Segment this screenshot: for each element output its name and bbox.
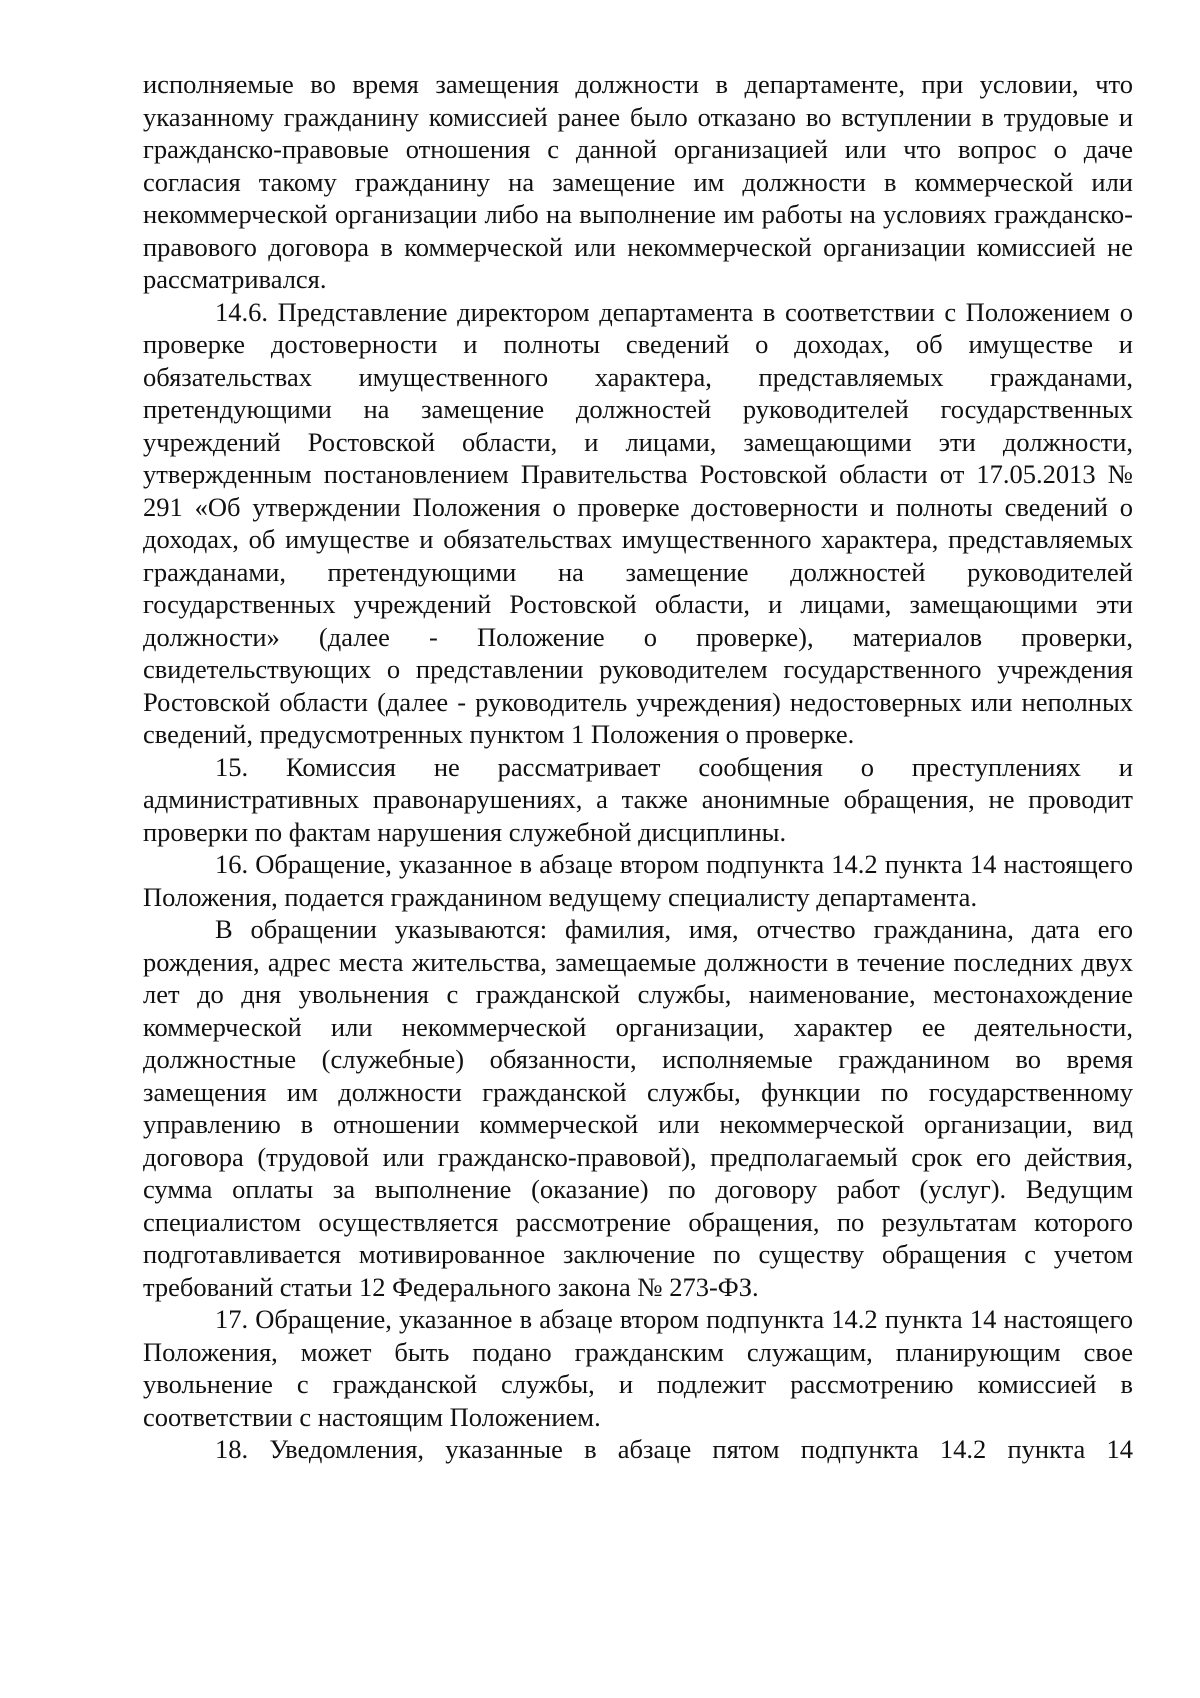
- paragraph-continuation: исполняемые во время замещения должности в департаменте, при условии, что указанному гражданину комиссией ранее было отказано во вступлении в трудовые и гражданско-правовые отношения с данной организацией или что вопрос о даче согласия такому гражданину на замещение им должности в коммерческой или некоммерческой организации либо на выполнение им работы на условиях гражданско-правового договора в коммерческой или некоммерческой организации комиссией не рассматривался.: [143, 69, 1133, 294]
- document-page: [143, 68, 1133, 1466]
- paragraph-18: 18. Уведомления, указанные в абзаце пятом подпункта 14.2 пункта 14: [215, 1434, 1133, 1464]
- paragraph-14-6: 14.6. Представление директором департамента в соответствии с Положением о проверке достоверности и полноты сведений о доходах, об имуществе и обязательствах имущественного характера, представляемых гражданами, претендующими на замещение должностей руководителей государственных учреждений Ростовской области, и лицами, замещающими эти должности, утвержденным постановлением Правительства Ростовской области от 17.05.2013 № 291 «Об утверждении Положения о проверке достоверности и полноты сведений о доходах, об имуществе и обязательствах имущественного характера, представляемых гражданами, претендующими на замещение должностей руководителей государственных учреждений Ростовской области, и лицами, замещающими эти должности» (далее - Положение о проверке), материалов проверки, свидетельствующих о представлении руководителем государственного учреждения Ростовской области (далее - руководитель учреждения) недостоверных или неполных сведений, предусмотренных пунктом 1 Положения о проверке.: [143, 296, 1133, 749]
- paragraph-16-requirements: В обращении указываются: фамилия, имя, отчество гражданина, дата его рождения, адрес места жительства, замещаемые должности в течение последних двух лет до дня увольнения с гражданской службы, наименование, местонахождение коммерческой или некоммерческой организации, характер ее деятельности, должностные (служебные) обязанности, исполняемые гражданином во время замещения им должности гражданской службы, функции по государственному управлению в отношении коммерческой или некоммерческой организации, вид договора (трудовой или гражданско-правовой), предполагаемый срок его действия, сумма оплаты за выполнение (оказание) по договору работ (услуг). Ведущим специалистом осуществляется рассмотрение обращения, по результатам которого подготавливается мотивированное заключение по существу обращения с учетом требований статьи 12 Федерального закона № 273-ФЗ.: [143, 914, 1133, 1302]
- paragraph-17: 17. Обращение, указанное в абзаце втором подпункта 14.2 пункта 14 настоящего Положения, может быть подано гражданским служащим, планирующим свое увольнение с гражданской службы, и подлежит рассмотрению комиссией в соответствии с настоящим Положением.: [143, 1304, 1133, 1432]
- paragraph-15: 15. Комиссия не рассматривает сообщения о преступлениях и административных правонарушениях, а также анонимные обращения, не проводит проверки по фактам нарушения служебной дисциплины.: [143, 751, 1133, 847]
- paragraph-16: 16. Обращение, указанное в абзаце втором подпункта 14.2 пункта 14 настоящего Положения, подается гражданином ведущему специалисту департамента.: [143, 849, 1133, 912]
